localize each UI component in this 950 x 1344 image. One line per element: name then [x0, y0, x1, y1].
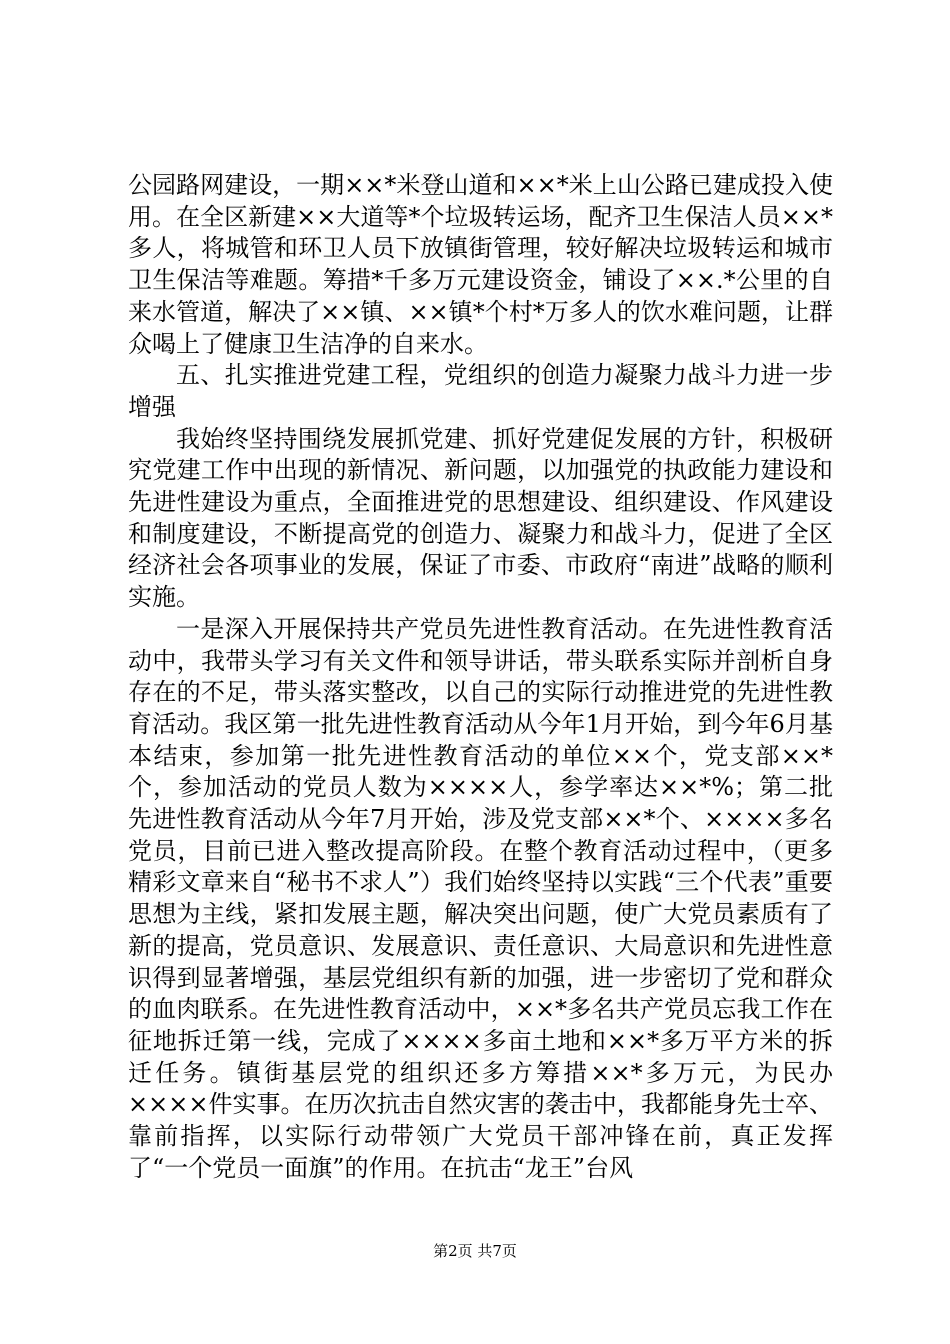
section-heading: 五、扎实推进党建工程，党组织的创造力凝聚力战斗力进一步增强	[128, 361, 833, 421]
page-footer: 第2页 共7页	[433, 1242, 517, 1260]
paragraph-body: 一是深入开展保持共产党员先进性教育活动。在先进性教育活动中，我带头学习有关文件和领导讲话，带头联系实际并剖析自身存在的不足，带头落实整改，以自己的实际行动推进党的先进性教育活动。我区第一批先进性教育活动从今年1月开始，到今年6月基本结束，参加第一批先进性教育活动的单位××个，党支部××*个，参加活动的党员人数为××××人，参学率达××*%；第二批先进性教育活动从今年7月开始，涉及党支部××*个、××××多名党员，目前已进入整改提高阶段。在整个教育活动过程中，（更多精彩文章来自“秘书不求人”）我们始终坚持以实践“三个代表”重要思想为主线，紧扣发展主题，解决突出问题，使广大党员素质有了新的提高，党员意识、发展意识、责任意识、大局意识和先进性意识得到显著增强，基层党组织有新的加强，进一步密切了党和群众的血肉联系。在先进性教育活动中，××*多名共产党员忘我工作在征地拆迁第一线，完成了××××多亩土地和××*多万平方米的拆迁任务。镇街基层党的组织还多方筹措××*多万元，为民办××××件实事。在历次抗击自然灾害的袭击中，我都能身先士卒、靠前指挥，以实际行动带领广大党员干部冲锋在前，真正发挥了“一个党员一面旗”的作用。在抗击“龙王”台风	[128, 614, 833, 1182]
document-body	[128, 170, 833, 1185]
paragraph-continuation: 公园路网建设，一期××*米登山道和××*米上山公路已建成投入使用。在全区新建××大道等*个垃圾转运场，配齐卫生保洁人员××*多人，将城管和环卫人员下放镇街管理，较好解决垃圾转运和城市卫生保洁等难题。筹措*千多万元建设资金，铺设了××.*公里的自来水管道，解决了××镇、××镇*个村*万多人的饮水难问题，让群众喝上了健康卫生洁净的自来水。	[128, 171, 833, 358]
paragraph-body: 我始终坚持围绕发展抓党建、抓好党建促发展的方针，积极研究党建工作中出现的新情况、新问题，以加强党的执政能力建设和先进性建设为重点，全面推进党的思想建设、组织建设、作风建设和制度建设，不断提高党的创造力、凝聚力和战斗力，促进了全区经济社会各项事业的发展，保证了市委、市政府“南进”战略的顺利实施。	[128, 424, 833, 612]
